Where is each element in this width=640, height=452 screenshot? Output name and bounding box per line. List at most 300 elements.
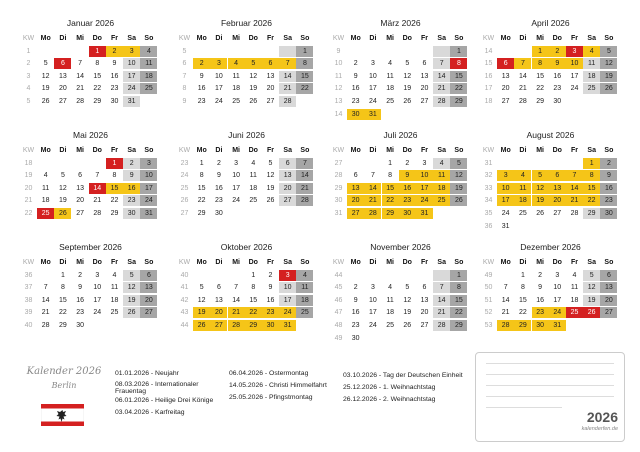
day-cell: 5: [268, 159, 273, 167]
day-cell: 31: [123, 96, 140, 107]
weekday-header: Sa: [587, 259, 596, 266]
day-cell: [566, 221, 583, 232]
day-cell: [566, 158, 583, 169]
day-cell: 21: [501, 309, 510, 317]
day-cell: 6: [422, 60, 427, 68]
day-cell: [382, 109, 399, 120]
day-cell: [450, 333, 467, 344]
day-cell: 8: [95, 60, 100, 68]
day-cell: 17: [214, 85, 223, 93]
weekday-header: Mo: [40, 35, 51, 42]
day-cell: 10: [93, 284, 102, 292]
day-cell: [416, 109, 433, 120]
day-cell: 9: [353, 72, 358, 80]
day-cell: [54, 158, 71, 169]
day-cell: 2: [268, 271, 273, 279]
month-calendar: [20, 18, 161, 128]
month-title: August 2026: [526, 130, 575, 140]
day-cell: 3: [566, 46, 583, 57]
day-cell: [433, 46, 450, 57]
weekday-header: Di: [519, 259, 527, 266]
day-cell: 26: [600, 83, 617, 94]
day-cell: 13: [420, 72, 429, 80]
day-cell: 14: [518, 72, 527, 80]
week-number: 44: [180, 322, 189, 329]
day-cell: 12: [403, 296, 412, 304]
weekday-header: Di: [215, 147, 223, 154]
day-cell: 29: [450, 320, 467, 331]
day-cell: 23: [123, 195, 140, 206]
day-cell: 19: [403, 309, 412, 317]
weekday-header: Do: [92, 259, 102, 266]
day-cell: 8: [450, 282, 467, 293]
day-cell: [364, 270, 381, 281]
day-cell: 19: [193, 307, 210, 318]
weekday-header: Di: [369, 35, 377, 42]
day-cell: 12: [266, 172, 275, 180]
day-cell: 30: [123, 208, 140, 219]
day-cell: 9: [538, 284, 543, 292]
day-cell: 28: [433, 320, 450, 331]
day-cell: 1: [388, 159, 393, 167]
day-cell: 13: [347, 183, 364, 194]
day-cell: 4: [433, 158, 450, 169]
day-cell: 14: [433, 71, 450, 82]
day-cell: [72, 158, 89, 169]
day-cell: 5: [405, 284, 410, 292]
kw-header: KW: [332, 35, 345, 42]
month-calendar: [176, 242, 317, 352]
day-cell: 6: [497, 58, 514, 69]
day-cell: 9: [112, 60, 117, 68]
day-cell: [399, 333, 416, 344]
day-cell: 14: [89, 183, 106, 194]
day-cell: [600, 96, 617, 107]
weekday-header: Mi: [76, 259, 84, 266]
day-cell: [296, 320, 313, 331]
weekday-header: Mi: [386, 259, 394, 266]
day-cell: 15: [106, 183, 123, 194]
weekday-header: Mi: [386, 35, 394, 42]
day-cell: [566, 96, 583, 107]
day-cell: 16: [351, 309, 360, 317]
day-cell: [228, 208, 245, 219]
week-number: 37: [24, 284, 33, 292]
day-cell: 28: [497, 320, 514, 331]
note-line: [486, 407, 562, 408]
day-cell: [514, 158, 531, 169]
day-cell: 20: [140, 295, 157, 306]
day-cell: 20: [549, 195, 566, 206]
day-cell: [399, 46, 416, 57]
day-cell: 21: [518, 85, 527, 93]
day-cell: 2: [538, 271, 543, 279]
berlin-flag-icon: [41, 404, 84, 426]
weekday-header: Fr: [571, 147, 578, 154]
weekday-header: Mo: [500, 35, 511, 42]
day-cell: 7: [433, 58, 450, 69]
day-cell: [532, 158, 549, 169]
day-cell: 27: [76, 210, 84, 217]
day-cell: 9: [123, 170, 140, 181]
weekday-header: So: [300, 147, 310, 154]
weekday-header: So: [144, 147, 154, 154]
day-cell: 1: [60, 271, 65, 279]
day-cell: 12: [600, 58, 617, 69]
weekday-header: Do: [552, 147, 562, 154]
weekday-header: Do: [552, 259, 562, 266]
day-cell: 22: [110, 197, 119, 205]
day-cell: 27: [420, 322, 429, 329]
day-cell: 11: [570, 284, 579, 292]
day-cell: 9: [600, 170, 617, 181]
day-cell: 6: [262, 58, 279, 69]
day-cell: 9: [549, 58, 566, 69]
day-cell: 22: [518, 309, 527, 317]
day-cell: 25: [518, 210, 527, 217]
day-cell: 21: [41, 309, 50, 317]
day-cell: 12: [532, 183, 549, 194]
day-cell: 2: [405, 159, 410, 167]
day-cell: 5: [532, 170, 549, 181]
weekday-header: Sa: [587, 147, 596, 154]
day-cell: 17: [553, 296, 562, 304]
day-cell: 10: [140, 170, 157, 181]
weekday-header: Fr: [111, 35, 118, 42]
day-cell: [193, 270, 210, 281]
day-cell: 7: [433, 282, 450, 293]
day-cell: 23: [351, 322, 360, 329]
holiday-item: 14.05.2026 - Christi Himmelfahrt: [229, 382, 327, 389]
day-cell: [364, 333, 381, 344]
weekday-header: Do: [248, 35, 258, 42]
week-number: 24: [180, 172, 189, 180]
week-number: 4: [26, 85, 31, 93]
week-number: 36: [24, 271, 33, 279]
day-cell: [89, 158, 106, 169]
day-cell: [433, 109, 450, 120]
day-cell: 15: [93, 72, 102, 80]
month-title: Januar 2026: [66, 18, 115, 28]
weekday-header: Di: [519, 147, 527, 154]
day-cell: 3: [370, 60, 375, 68]
day-cell: 29: [110, 210, 119, 217]
day-cell: 25: [386, 98, 394, 105]
day-cell: 7: [78, 60, 83, 68]
day-cell: [37, 158, 54, 169]
weekday-header: Mo: [196, 35, 207, 42]
day-cell: 29: [382, 208, 399, 219]
weekday-header: Di: [215, 259, 223, 266]
site-label: kalenderfen.de: [581, 426, 618, 432]
day-cell: [210, 46, 227, 57]
day-cell: 26: [249, 98, 258, 105]
day-cell: 28: [76, 98, 84, 105]
day-cell: 9: [199, 72, 204, 80]
day-cell: [193, 46, 210, 57]
week-number: 52: [484, 309, 493, 317]
day-cell: 19: [123, 295, 140, 306]
day-cell: 16: [553, 72, 562, 80]
day-cell: 23: [553, 85, 562, 93]
day-cell: 28: [228, 320, 245, 331]
weekday-header: Do: [552, 35, 562, 42]
day-cell: 20: [600, 295, 617, 306]
day-cell: 6: [600, 270, 617, 281]
day-cell: 12: [41, 72, 50, 80]
day-cell: [416, 46, 433, 57]
week-number: 46: [334, 296, 343, 304]
weekday-header: Mi: [232, 259, 240, 266]
week-number: 5: [182, 47, 187, 55]
week-number: 44: [334, 271, 343, 279]
week-number: 18: [24, 159, 33, 167]
day-cell: [497, 158, 514, 169]
day-cell: 17: [497, 195, 514, 206]
day-cell: 29: [583, 208, 600, 219]
weekday-header: Mo: [40, 259, 51, 266]
week-number: 36: [484, 222, 493, 230]
day-cell: [72, 46, 89, 57]
day-cell: 8: [199, 172, 204, 180]
day-cell: 10: [232, 172, 240, 180]
day-cell: 7: [234, 284, 239, 292]
city-name: Berlin: [51, 381, 77, 390]
day-cell: 3: [555, 271, 560, 279]
day-cell: 6: [549, 170, 566, 181]
day-cell: 29: [197, 210, 206, 217]
day-cell: [279, 208, 296, 219]
day-cell: 24: [214, 98, 223, 105]
day-cell: 13: [266, 72, 275, 80]
day-cell: 29: [245, 320, 262, 331]
day-cell: 11: [583, 58, 600, 69]
day-cell: 17: [279, 295, 296, 306]
day-cell: 25: [386, 322, 394, 329]
day-cell: 16: [110, 72, 119, 80]
day-cell: 13: [549, 183, 566, 194]
day-cell: 1: [89, 46, 106, 57]
day-cell: 5: [60, 172, 65, 180]
day-cell: 15: [197, 184, 206, 192]
weekday-header: Do: [92, 147, 102, 154]
day-cell: 26: [41, 98, 50, 105]
day-cell: 15: [382, 183, 399, 194]
day-cell: [89, 320, 106, 331]
day-cell: 8: [450, 58, 467, 69]
day-cell: 9: [216, 172, 221, 180]
weekday-header: Do: [92, 35, 102, 42]
day-cell: 5: [123, 270, 140, 281]
day-cell: 16: [399, 183, 416, 194]
day-cell: 17: [123, 71, 140, 82]
day-cell: 21: [433, 307, 450, 318]
day-cell: 10: [368, 72, 377, 80]
day-cell: 29: [93, 98, 102, 105]
day-cell: 23: [76, 309, 84, 317]
day-cell: [514, 221, 531, 232]
day-cell: 28: [364, 208, 381, 219]
day-cell: 24: [93, 309, 102, 317]
weekday-header: So: [604, 147, 614, 154]
day-cell: 11: [386, 72, 394, 80]
kw-header: KW: [482, 147, 495, 154]
day-cell: 21: [228, 307, 245, 318]
day-cell: 22: [296, 83, 313, 94]
week-number: 25: [180, 184, 189, 192]
weekday-header: Mo: [350, 35, 361, 42]
kw-header: KW: [332, 147, 345, 154]
day-cell: 30: [76, 322, 84, 329]
weekday-header: So: [604, 35, 614, 42]
day-cell: 2: [123, 158, 140, 169]
day-cell: 25: [296, 307, 313, 318]
day-cell: 25: [110, 309, 119, 317]
day-cell: 25: [140, 83, 157, 94]
weekday-header: Mo: [500, 259, 511, 266]
day-cell: 28: [279, 96, 296, 107]
day-cell: 29: [536, 98, 544, 105]
day-cell: 9: [268, 284, 273, 292]
week-number: 27: [334, 159, 343, 167]
weekday-header: Sa: [437, 35, 446, 42]
week-number: 5: [26, 98, 31, 105]
weekday-header: Do: [248, 147, 258, 154]
day-cell: 25: [37, 208, 54, 219]
day-cell: 13: [76, 184, 84, 192]
week-number: 40: [24, 322, 33, 329]
month-calendar: [176, 18, 317, 128]
day-cell: 19: [41, 85, 50, 93]
week-number: 34: [484, 197, 493, 205]
day-cell: 17: [570, 72, 579, 80]
day-cell: 18: [386, 85, 394, 93]
day-cell: 10: [553, 284, 562, 292]
day-cell: 10: [279, 282, 296, 293]
weekday-header: Mo: [350, 259, 361, 266]
day-cell: [296, 96, 313, 107]
weekday-header: Fr: [421, 259, 428, 266]
day-cell: 14: [433, 295, 450, 306]
day-cell: 22: [197, 197, 206, 205]
day-cell: 18: [110, 296, 119, 304]
day-cell: 10: [416, 170, 433, 181]
day-cell: 27: [553, 210, 562, 217]
day-cell: [37, 46, 54, 57]
day-cell: 7: [43, 284, 48, 292]
day-cell: [347, 46, 364, 57]
day-cell: 16: [600, 183, 617, 194]
month-title: März 2026: [380, 18, 421, 28]
weekday-header: Sa: [283, 35, 292, 42]
day-cell: [450, 208, 467, 219]
kw-header: KW: [332, 259, 345, 266]
day-cell: 12: [403, 72, 412, 80]
day-cell: 11: [433, 170, 450, 181]
week-number: 48: [334, 322, 343, 329]
weekday-header: Mi: [386, 147, 394, 154]
weekday-header: Mi: [536, 259, 544, 266]
day-cell: 23: [197, 98, 206, 105]
day-cell: 8: [60, 284, 65, 292]
day-cell: 18: [232, 85, 240, 93]
day-cell: 30: [262, 320, 279, 331]
holiday-item: 08.03.2026 - Internationaler Frauentag: [115, 381, 199, 395]
day-cell: 13: [58, 72, 67, 80]
day-cell: 31: [140, 208, 157, 219]
week-number: 21: [24, 197, 33, 205]
day-cell: [583, 320, 600, 331]
weekday-header: Di: [59, 35, 67, 42]
week-number: 45: [334, 284, 343, 292]
day-cell: 4: [43, 172, 48, 180]
day-cell: 27: [600, 307, 617, 318]
day-cell: 26: [450, 195, 467, 206]
day-cell: 27: [266, 98, 275, 105]
day-cell: [450, 109, 467, 120]
note-line: [486, 363, 614, 364]
day-cell: 8: [520, 284, 525, 292]
day-cell: 2: [216, 159, 221, 167]
week-number: 33: [484, 184, 493, 192]
day-cell: [497, 270, 514, 281]
day-cell: 18: [583, 71, 600, 82]
day-cell: 2: [353, 284, 358, 292]
day-cell: 30: [600, 208, 617, 219]
weekday-header: Mi: [536, 147, 544, 154]
weekday-header: Di: [215, 35, 223, 42]
day-cell: 20: [58, 85, 67, 93]
day-cell: [433, 270, 450, 281]
week-number: 39: [24, 309, 33, 317]
day-cell: 15: [296, 71, 313, 82]
month-calendar: [330, 242, 471, 352]
week-number: 28: [334, 172, 343, 180]
calendar-title: Kalender 2026: [26, 366, 102, 377]
day-cell: 30: [532, 320, 549, 331]
day-cell: 20: [76, 197, 84, 205]
day-cell: [296, 208, 313, 219]
weekday-header: Mo: [196, 147, 207, 154]
weekday-header: Fr: [571, 259, 578, 266]
day-cell: 25: [232, 98, 240, 105]
day-cell: 4: [251, 159, 256, 167]
day-cell: 10: [214, 72, 223, 80]
day-cell: [514, 46, 531, 57]
day-cell: 6: [140, 270, 157, 281]
week-number: 19: [24, 172, 33, 180]
day-cell: 27: [420, 98, 429, 105]
week-number: 41: [180, 284, 189, 292]
day-cell: 26: [583, 307, 600, 318]
day-cell: 5: [245, 58, 262, 69]
notes-box: [475, 352, 625, 442]
week-number: 27: [180, 210, 189, 217]
day-cell: 15: [518, 296, 527, 304]
day-cell: 14: [296, 170, 313, 181]
day-cell: 28: [93, 210, 102, 217]
day-cell: 6: [279, 158, 296, 169]
day-cell: [399, 109, 416, 120]
weekday-header: Mi: [76, 35, 84, 42]
day-cell: 24: [232, 197, 240, 205]
day-cell: 19: [450, 183, 467, 194]
day-cell: 4: [388, 284, 393, 292]
month-calendar: [480, 130, 621, 240]
day-cell: 7: [296, 158, 313, 169]
week-number: 26: [180, 197, 189, 205]
day-cell: 30: [110, 98, 119, 105]
